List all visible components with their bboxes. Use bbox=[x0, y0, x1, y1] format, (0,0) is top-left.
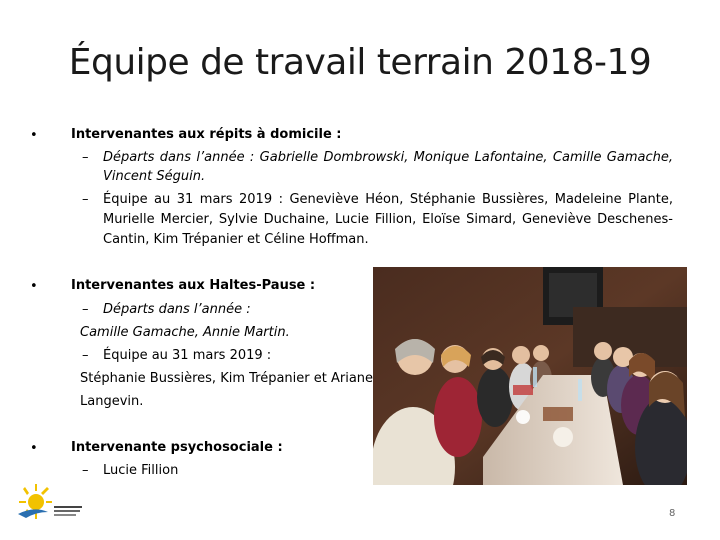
organization-logo bbox=[14, 482, 86, 524]
sun-logo-icon bbox=[14, 482, 86, 524]
dash-icon: – bbox=[82, 150, 89, 165]
haltes-equipe-label: Équipe au 31 mars 2019 : bbox=[103, 348, 272, 363]
bullet-icon: • bbox=[30, 441, 38, 456]
haltes-equipe-line-2: Langevin. bbox=[80, 394, 144, 409]
team-photo bbox=[373, 267, 687, 485]
dash-icon: – bbox=[82, 463, 89, 478]
section-heading-haltes: Intervenantes aux Haltes-Pause : bbox=[71, 278, 316, 293]
departs-line-2: Vincent Séguin. bbox=[103, 169, 206, 184]
bullet-icon: • bbox=[30, 279, 38, 294]
departs-line-1: Départs dans l’année : Gabrielle Dombrowski, Monique Lafontaine, Camille Gamache, bbox=[103, 150, 673, 165]
haltes-departs-names: Camille Gamache, Annie Martin. bbox=[80, 325, 290, 340]
haltes-departs-label: Départs dans l’année : bbox=[103, 302, 251, 317]
page-number: 8 bbox=[669, 508, 676, 519]
dash-icon: – bbox=[82, 302, 89, 317]
section-heading-psychosociale: Intervenante psychosociale : bbox=[71, 440, 283, 455]
section-heading-repits: Intervenantes aux répits à domicile : bbox=[71, 127, 342, 142]
bullet-icon: • bbox=[30, 128, 38, 143]
dash-icon: – bbox=[82, 348, 89, 363]
psychosociale-name: Lucie Fillion bbox=[103, 463, 179, 478]
dash-icon: – bbox=[82, 192, 89, 207]
slide-title: Équipe de travail terrain 2018-19 bbox=[68, 42, 652, 83]
haltes-equipe-line-1: Stéphanie Bussières, Kim Trépanier et Ariane bbox=[80, 371, 374, 386]
equipe-line-3: Cantin, Kim Trépanier et Céline Hoffman. bbox=[103, 232, 369, 247]
equipe-line-1: Équipe au 31 mars 2019 : Geneviève Héon, Stéphanie Bussières, Madeleine Plante, bbox=[103, 192, 673, 207]
equipe-line-2: Murielle Mercier, Sylvie Duchaine, Lucie Fillion, Eloïse Simard, Geneviève Deschenes- bbox=[103, 212, 673, 227]
team-photo-illustration bbox=[373, 267, 687, 485]
